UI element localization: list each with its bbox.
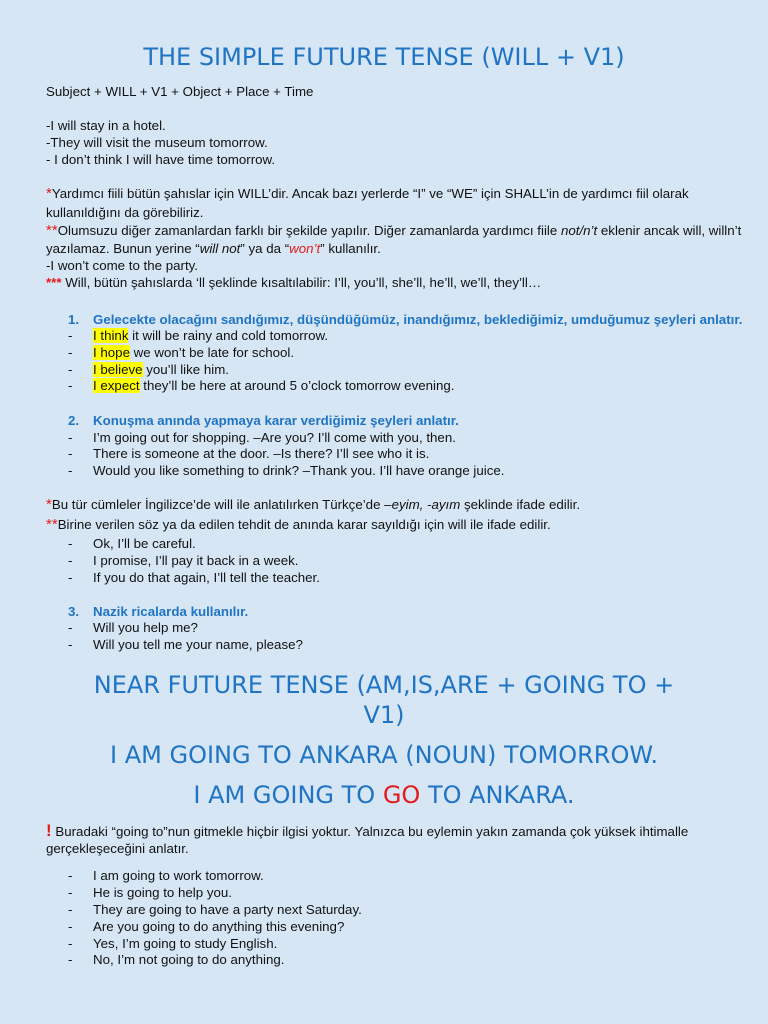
note-italic: –eyim, -ayım	[384, 497, 461, 512]
bullet-dash: -	[68, 328, 73, 343]
bullet-dash: -	[68, 570, 73, 585]
note-negative-example: -I won’t come to the party.	[46, 258, 198, 273]
list-item	[68, 951, 284, 968]
list-item-text: I’m going out for shopping. –Are you? I’ll come with you, then.	[93, 430, 456, 445]
near-future-example-go	[0, 780, 768, 810]
section-heading	[68, 311, 742, 328]
bullet-dash: -	[68, 446, 73, 461]
bullet-dash: -	[68, 362, 73, 377]
list-item-text: Will you help me?	[93, 620, 198, 635]
list-item-text: Are you going to do anything this evening?	[93, 919, 345, 934]
list-item	[68, 901, 362, 918]
note-text: ” kullanılır.	[320, 241, 381, 256]
bullet-dash: -	[68, 868, 73, 883]
section-number: 3.	[68, 604, 80, 619]
bullet-dash: -	[68, 345, 73, 360]
list-item	[68, 636, 303, 653]
note-text: Buradaki “going to”nun gitmekle hiçbir ilgisi yoktur. Yalnızca bu eylemin yakın zamanda çok yüksek ihtimalle	[51, 824, 689, 839]
list-item	[68, 884, 232, 901]
note-text: Olumsuzu diğer zamanlardan farklı bir şekilde yapılır. Diğer zamanlarda yardımcı fiile	[57, 223, 561, 238]
highlighted-phrase: I hope	[93, 345, 130, 360]
asterisk-mark: *	[46, 496, 52, 513]
list-item-text: it will be rainy and cold tomorrow.	[128, 328, 329, 343]
list-item	[68, 445, 429, 462]
section-number: 2.	[68, 413, 80, 428]
note-negative-cont	[46, 240, 381, 257]
example-line: -I will stay in a hotel.	[46, 118, 166, 133]
wont-text: won’t	[289, 241, 321, 256]
note-shall-cont: kullanıldığını da görebiliriz.	[46, 205, 204, 220]
section-heading-text: Gelecekte olacağını sandığımız, düşündüğümüz, inandığımız, beklediğimiz, umduğumuz şeyleri anlatır.	[93, 312, 743, 327]
note-going-to	[46, 822, 688, 840]
bullet-dash: -	[68, 936, 73, 951]
note-negative	[46, 222, 741, 239]
highlighted-phrase: I expect	[93, 378, 140, 393]
note-italic: not/n’t	[560, 223, 598, 238]
note-turkish-equivalent	[46, 496, 580, 513]
section-heading-text: Nazik ricalarda kullanılır.	[93, 604, 249, 619]
bullet-dash: -	[68, 463, 73, 478]
list-item-text: They are going to have a party next Saturday.	[93, 902, 362, 917]
list-item-text: you’ll like him.	[142, 362, 229, 377]
highlighted-phrase: I think	[93, 328, 129, 343]
note-text: Birine verilen söz ya da edilen tehdit de anında karar sayıldığı için will ile ifade edilir.	[57, 517, 551, 532]
section-heading	[68, 412, 459, 429]
section-heading	[68, 603, 248, 620]
note-text: eklenir ancak will, willn’t	[597, 223, 742, 238]
will-not-text: will not	[199, 241, 241, 256]
list-item-text: There is someone at the door. –Is there? I’ll see who it is.	[93, 446, 430, 461]
asterisk-mark: **	[46, 516, 58, 533]
note-text: şeklinde ifade edilir.	[460, 497, 581, 512]
list-item-text: If you do that again, I’ll tell the teacher.	[93, 570, 320, 585]
section-heading-text: Konuşma anında yapmaya karar verdiğimiz şeyleri anlatır.	[93, 413, 459, 428]
bullet-dash: -	[68, 430, 73, 445]
asterisk-mark: ***	[46, 275, 62, 290]
note-text: ” ya da “	[240, 241, 290, 256]
bullet-dash: -	[68, 885, 73, 900]
list-item-text: Yes, I’m going to study English.	[93, 936, 278, 951]
note-text: Will, bütün şahıslarda ‘ll şeklinde kısaltılabilir: I’ll, you’ll, she’ll, he’ll, we’ll, they’ll…	[61, 275, 542, 290]
note-text: Yardımcı fiili bütün şahıslar için WILL’dir. Ancak bazı yerlerde “I” ve “WE” için SHALL’in de yardımcı fiil olarak	[51, 186, 689, 201]
list-item	[68, 867, 264, 884]
list-item	[68, 462, 504, 479]
list-item-text: He is going to help you.	[93, 885, 232, 900]
list-item	[68, 344, 294, 361]
list-item-text: we won’t be late for school.	[129, 345, 295, 360]
go-verb: GO	[382, 781, 421, 809]
note-text: yazılamaz. Bunun yerine “	[46, 241, 200, 256]
example-text: TO ANKARA.	[420, 781, 575, 809]
near-future-example: I AM GOING TO ANKARA (NOUN) TOMORROW.	[110, 741, 658, 769]
note-going-to-cont: gerçekleşeceğini anlatır.	[46, 841, 189, 856]
list-item-text: I promise, I’ll pay it back in a week.	[93, 553, 299, 568]
list-item	[68, 569, 320, 586]
bullet-dash: -	[68, 536, 73, 551]
bullet-dash: -	[68, 637, 73, 652]
asterisk-mark: **	[46, 222, 58, 239]
list-item-text: Will you tell me your name, please?	[93, 637, 303, 652]
bullet-dash: -	[68, 553, 73, 568]
bullet-dash: -	[68, 919, 73, 934]
list-item-text: Ok, I’ll be careful.	[93, 536, 196, 551]
example-line: - I don’t think I will have time tomorrow.	[46, 152, 276, 167]
near-future-title: NEAR FUTURE TENSE (AM,IS,ARE + GOING TO +	[93, 671, 675, 699]
page-title: THE SIMPLE FUTURE TENSE (WILL + V1)	[143, 43, 625, 71]
list-item	[68, 552, 298, 569]
bullet-dash: -	[68, 620, 73, 635]
exclamation-mark: !	[46, 821, 52, 840]
note-text: Bu tür cümleler İngilizce’de will ile anlatılırken Türkçe’de	[51, 497, 385, 512]
bullet-dash: -	[68, 952, 73, 967]
note-shall	[46, 185, 689, 202]
list-item	[68, 377, 454, 394]
near-future-title-cont: V1)	[363, 701, 405, 729]
list-item-text: I am going to work tomorrow.	[93, 868, 264, 883]
bullet-dash: -	[68, 902, 73, 917]
section-number: 1.	[68, 312, 80, 327]
note-promise	[46, 516, 551, 533]
example-line: -They will visit the museum tomorrow.	[46, 135, 268, 150]
example-text: I AM GOING TO	[193, 781, 383, 809]
list-item	[68, 918, 344, 935]
bullet-dash: -	[68, 378, 73, 393]
list-item-text: No, I’m not going to do anything.	[93, 952, 285, 967]
list-item-text: they’ll be here at around 5 o’clock tomorrow evening.	[139, 378, 455, 393]
formula: Subject + WILL + V1 + Object + Place + Time	[46, 84, 314, 99]
list-item	[68, 429, 456, 446]
asterisk-mark: *	[46, 185, 52, 202]
list-item	[68, 361, 229, 378]
list-item	[68, 935, 277, 952]
note-short-form	[46, 274, 541, 291]
list-item	[68, 535, 196, 552]
list-item	[68, 327, 328, 344]
highlighted-phrase: I believe	[93, 362, 143, 377]
list-item-text: Would you like something to drink? –Thank you. I’ll have orange juice.	[93, 463, 505, 478]
list-item	[68, 619, 198, 636]
